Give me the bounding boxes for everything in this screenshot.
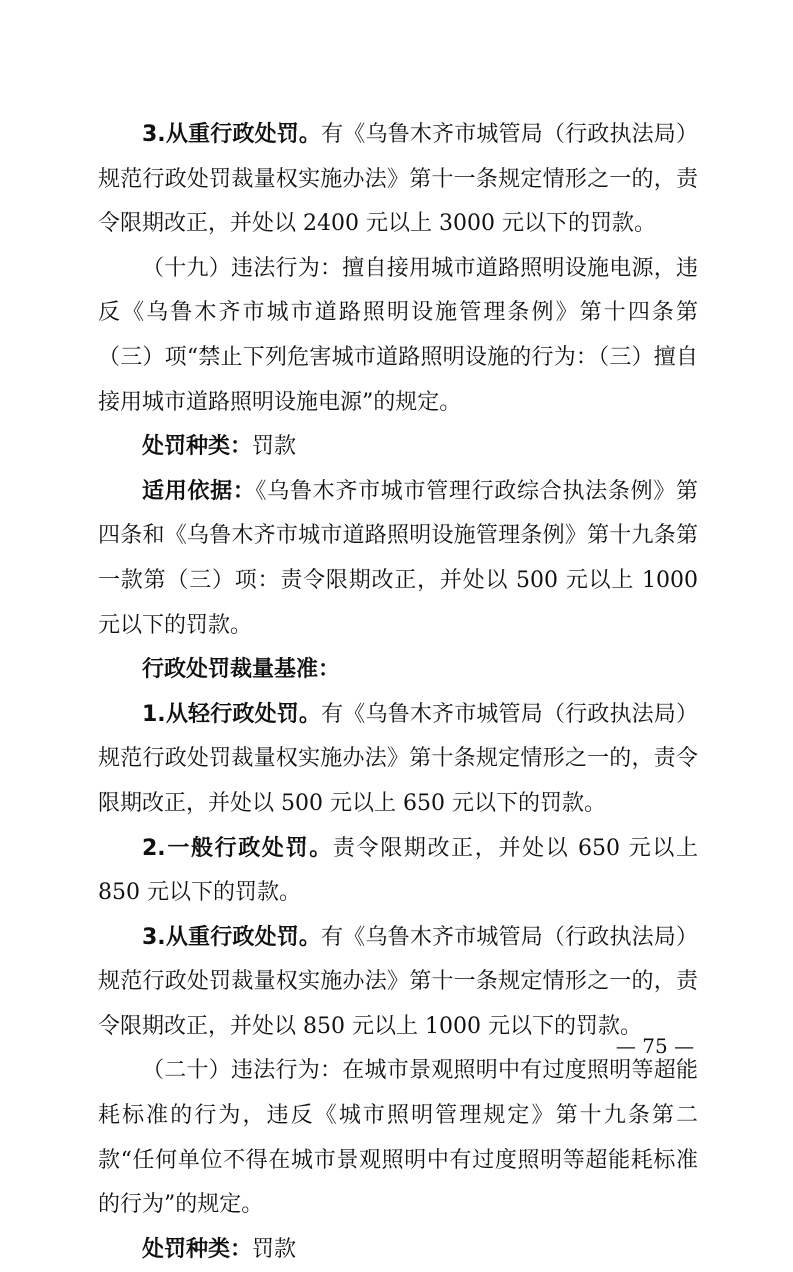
paragraph-text: 责令限期改正，并处以 650 元以上 850 元以下的罚款。 (98, 835, 698, 906)
paragraph (98, 827, 698, 916)
paragraph-lead: 适用依据： (142, 478, 256, 504)
paragraph-text: 罚款 (252, 1236, 297, 1262)
paragraph (98, 648, 698, 693)
paragraph-text: （十九）违法行为：擅自接用城市道路照明设施电源，违反《乌鲁木齐市城市道路照明设施管理条例》第十四条第（三）项“禁止下列危害城市道路照明设施的行为：（三）擅自接用城市道路照明设施电源”的规定。 (98, 255, 698, 415)
paragraph-text: 有《乌鲁木齐市城管局（行政执法局）规范行政处罚裁量权实施办法》第十一条规定情形之一的，责令限期改正，并处以 2400 元以上 3000 元以下的罚款。 (98, 122, 698, 237)
paragraph-lead: 处罚种类： (142, 434, 253, 460)
paragraph (98, 1228, 698, 1272)
paragraph-text: 有《乌鲁木齐市城管局（行政执法局）规范行政处罚裁量权实施办法》第十一条规定情形之一的，责令限期改正，并处以 850 元以上 1000 元以下的罚款。 (98, 924, 698, 1039)
paragraph-text: 《乌鲁木齐市城市管理行政综合执法条例》第四条和《乌鲁木齐市城市道路照明设施管理条例》第十九条第一款第（三）项：责令限期改正，并处以 500 元以上 1000 元以下的罚款。 (98, 478, 698, 638)
paragraph-lead: 1.从轻行政处罚。 (142, 701, 322, 727)
body-text (98, 113, 698, 1272)
page-number: — 75 — (615, 1034, 695, 1058)
paragraph-lead: 处罚种类： (142, 1236, 253, 1262)
paragraph-lead: 3.从重行政处罚。 (142, 122, 322, 147)
paragraph (98, 693, 698, 827)
paragraph (98, 113, 698, 247)
paragraph (98, 916, 698, 1050)
paragraph-lead: 行政处罚裁量基准： (142, 657, 341, 683)
paragraph-text: 有《乌鲁木齐市城管局（行政执法局）规范行政处罚裁量权实施办法》第十条规定情形之一的，责令限期改正，并处以 500 元以上 650 元以下的罚款。 (98, 701, 698, 816)
paragraph-lead: 2.一般行政处罚。 (142, 835, 333, 861)
paragraph-lead: 3.从重行政处罚。 (142, 924, 322, 950)
paragraph-text: 罚款 (252, 434, 297, 460)
paragraph (98, 425, 698, 470)
paragraph (98, 247, 698, 425)
paragraph (98, 470, 698, 648)
paragraph (98, 1049, 698, 1227)
paragraph-text: （二十）违法行为：在城市景观照明中有过度照明等超能耗标准的行为，违反《城市照明管理规定》第十九条第二款“任何单位不得在城市景观照明中有过度照明等超能耗标准的行为”的规定。 (98, 1058, 698, 1218)
